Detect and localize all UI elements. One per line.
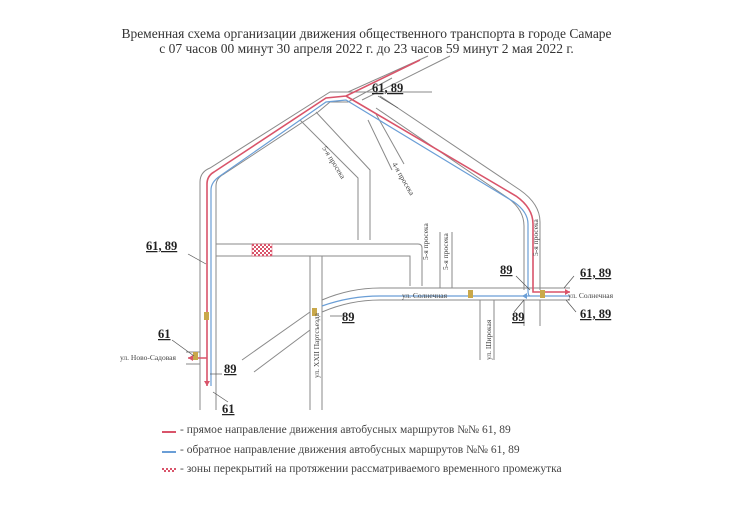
arrow-down-icon (204, 381, 210, 386)
route-label-61-bottom: 61 (222, 402, 235, 416)
street-label-proseka-4: 4-я просека (390, 160, 417, 197)
legend-swatch-closure (162, 468, 176, 472)
road-horizontal-upper (216, 244, 422, 286)
route-label-89-center: 89 (342, 310, 355, 324)
closure-zone-hatch (252, 244, 272, 256)
route-label-top: 61, 89 (372, 81, 404, 95)
forward-route-right (346, 96, 570, 292)
arrow-left-icon (188, 355, 193, 361)
route-label-61-left: 61 (158, 327, 171, 341)
leader-line (213, 392, 228, 402)
reverse-route (211, 100, 570, 386)
legend-swatch-reverse (162, 451, 176, 453)
leader-line (564, 276, 574, 288)
leader-line (566, 300, 576, 312)
street-label-solnechnaya-center: ул. Солнечная (402, 291, 448, 300)
traffic-light-icon (540, 290, 545, 298)
route-label-right-upper: 61, 89 (580, 266, 612, 280)
route-label-89-right-upper: 89 (500, 263, 513, 277)
route-label-left: 61, 89 (146, 239, 178, 253)
traffic-light-icon (204, 312, 209, 320)
street-label-proseka-5-c: 5-я просека (441, 233, 450, 270)
legend-text-closure: - зоны перекрытий на протяжении рассматриваемого временного промежутка (180, 463, 562, 475)
route-label-89-left: 89 (224, 362, 237, 376)
forward-route (188, 60, 570, 386)
road-network (186, 56, 570, 410)
leader-line (188, 254, 206, 264)
map-title-line-1: Временная схема организации движения общественного транспорта в городе Самаре (121, 26, 612, 41)
road-right-lower-vertical (524, 300, 540, 326)
legend-text-reverse: - обратное направление движения автобусных маршрутов №№ 61, 89 (180, 444, 520, 456)
street-label-solnechnaya-right: ул. Солнечная (568, 291, 614, 300)
route-label-right-lower: 61, 89 (580, 307, 612, 321)
road-right-diagonal (380, 96, 540, 290)
street-label-proseka-5-d: 5-я просека (531, 219, 540, 256)
traffic-light-icon (468, 290, 473, 298)
leader-line (378, 96, 398, 108)
map-title-line-2: с 07 часов 00 минут 30 апреля 2022 г. до 23 часов 59 минут 2 мая 2022 г. (159, 41, 574, 56)
street-label-proseka-5-b: 5-я просека (421, 223, 430, 260)
street-label-xxii-partsezda: ул. XXII Партсъезда (312, 313, 321, 378)
street-label-proseka-5-a: 5-я просека (320, 144, 348, 181)
arrow-left-icon (522, 293, 527, 299)
route-label-89-right-lower: 89 (512, 310, 525, 324)
reverse-route-line (211, 100, 570, 386)
street-label-shirokaya: ул. Широкая (484, 319, 493, 360)
road-proseka-5-left (300, 112, 370, 240)
legend-swatch-forward (162, 431, 176, 433)
road-lower-left-diagonal (242, 312, 310, 372)
street-label-novo-sadovaya: ул. Ново-Садовая (120, 353, 176, 362)
label-leaders (172, 96, 576, 402)
legend-text-forward: - прямое направление движения автобусных маршрутов №№ 61, 89 (180, 424, 511, 436)
